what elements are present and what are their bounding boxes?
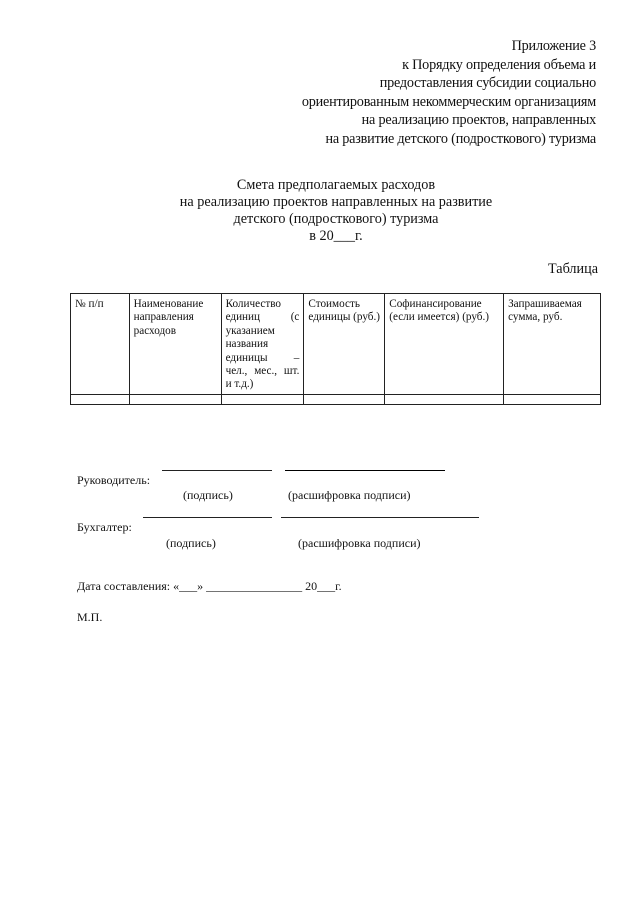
- estimate-table: [70, 293, 601, 405]
- accountant-sign-caption: (подпись): [166, 536, 216, 550]
- title-line: в 20___г.: [309, 228, 363, 244]
- appendix-header: [302, 37, 596, 149]
- table-cell[interactable]: [504, 394, 601, 404]
- stamp-label: М.П.: [77, 610, 103, 624]
- head-sign-caption: (подпись): [183, 488, 233, 502]
- head-name-caption: (расшифровка подписи): [288, 488, 411, 502]
- accountant-name-line[interactable]: [281, 517, 479, 518]
- title-line: детского (подросткового) туризма: [233, 211, 439, 227]
- column-header-unit-cost: Стоимость единицы (руб.): [304, 294, 385, 395]
- head-signature-line[interactable]: [162, 470, 272, 471]
- table-cell[interactable]: [304, 394, 385, 404]
- table-cell[interactable]: [221, 394, 304, 404]
- accountant-name-caption: (расшифровка подписи): [298, 536, 421, 550]
- column-header-requested-sum: Запрашиваемая сумма, руб.: [504, 294, 601, 395]
- column-header-number: № п/п: [71, 294, 130, 395]
- appendix-line: на реализацию проектов, направленных: [361, 112, 596, 129]
- head-label: Руководитель:: [77, 473, 151, 487]
- title-line: на реализацию проектов направленных на развитие: [179, 194, 493, 210]
- table-cell[interactable]: [385, 394, 504, 404]
- column-header-quantity: Количество единиц (с указанием названия единицы – чел., мес., шт. и т.д.): [221, 294, 304, 395]
- table-cell[interactable]: [71, 394, 130, 404]
- table-label: Таблица: [547, 261, 598, 277]
- table-header-row: [71, 294, 601, 395]
- title-line: Смета предполагаемых расходов: [236, 177, 436, 193]
- appendix-line: ориентированным некоммерческим организациям: [301, 93, 596, 110]
- appendix-line: к Порядку определения объема и: [402, 56, 596, 73]
- table-row: [71, 394, 601, 404]
- accountant-signature-line[interactable]: [143, 517, 272, 518]
- accountant-label: Бухгалтер:: [77, 520, 132, 534]
- column-header-expense-name: Наименование направления расходов: [129, 294, 221, 395]
- appendix-line: на развитие детского (подросткового) туризма: [325, 130, 596, 147]
- document-title: [0, 177, 640, 245]
- appendix-line: Приложение 3: [511, 38, 596, 54]
- head-name-line[interactable]: [285, 470, 445, 471]
- date-line: Дата составления: «___» ________________ 20___г.: [77, 579, 342, 593]
- column-header-cofinancing: Софинансирование (если имеется) (руб.): [385, 294, 504, 395]
- table-cell[interactable]: [129, 394, 221, 404]
- appendix-line: предоставления субсидии социально: [379, 75, 596, 92]
